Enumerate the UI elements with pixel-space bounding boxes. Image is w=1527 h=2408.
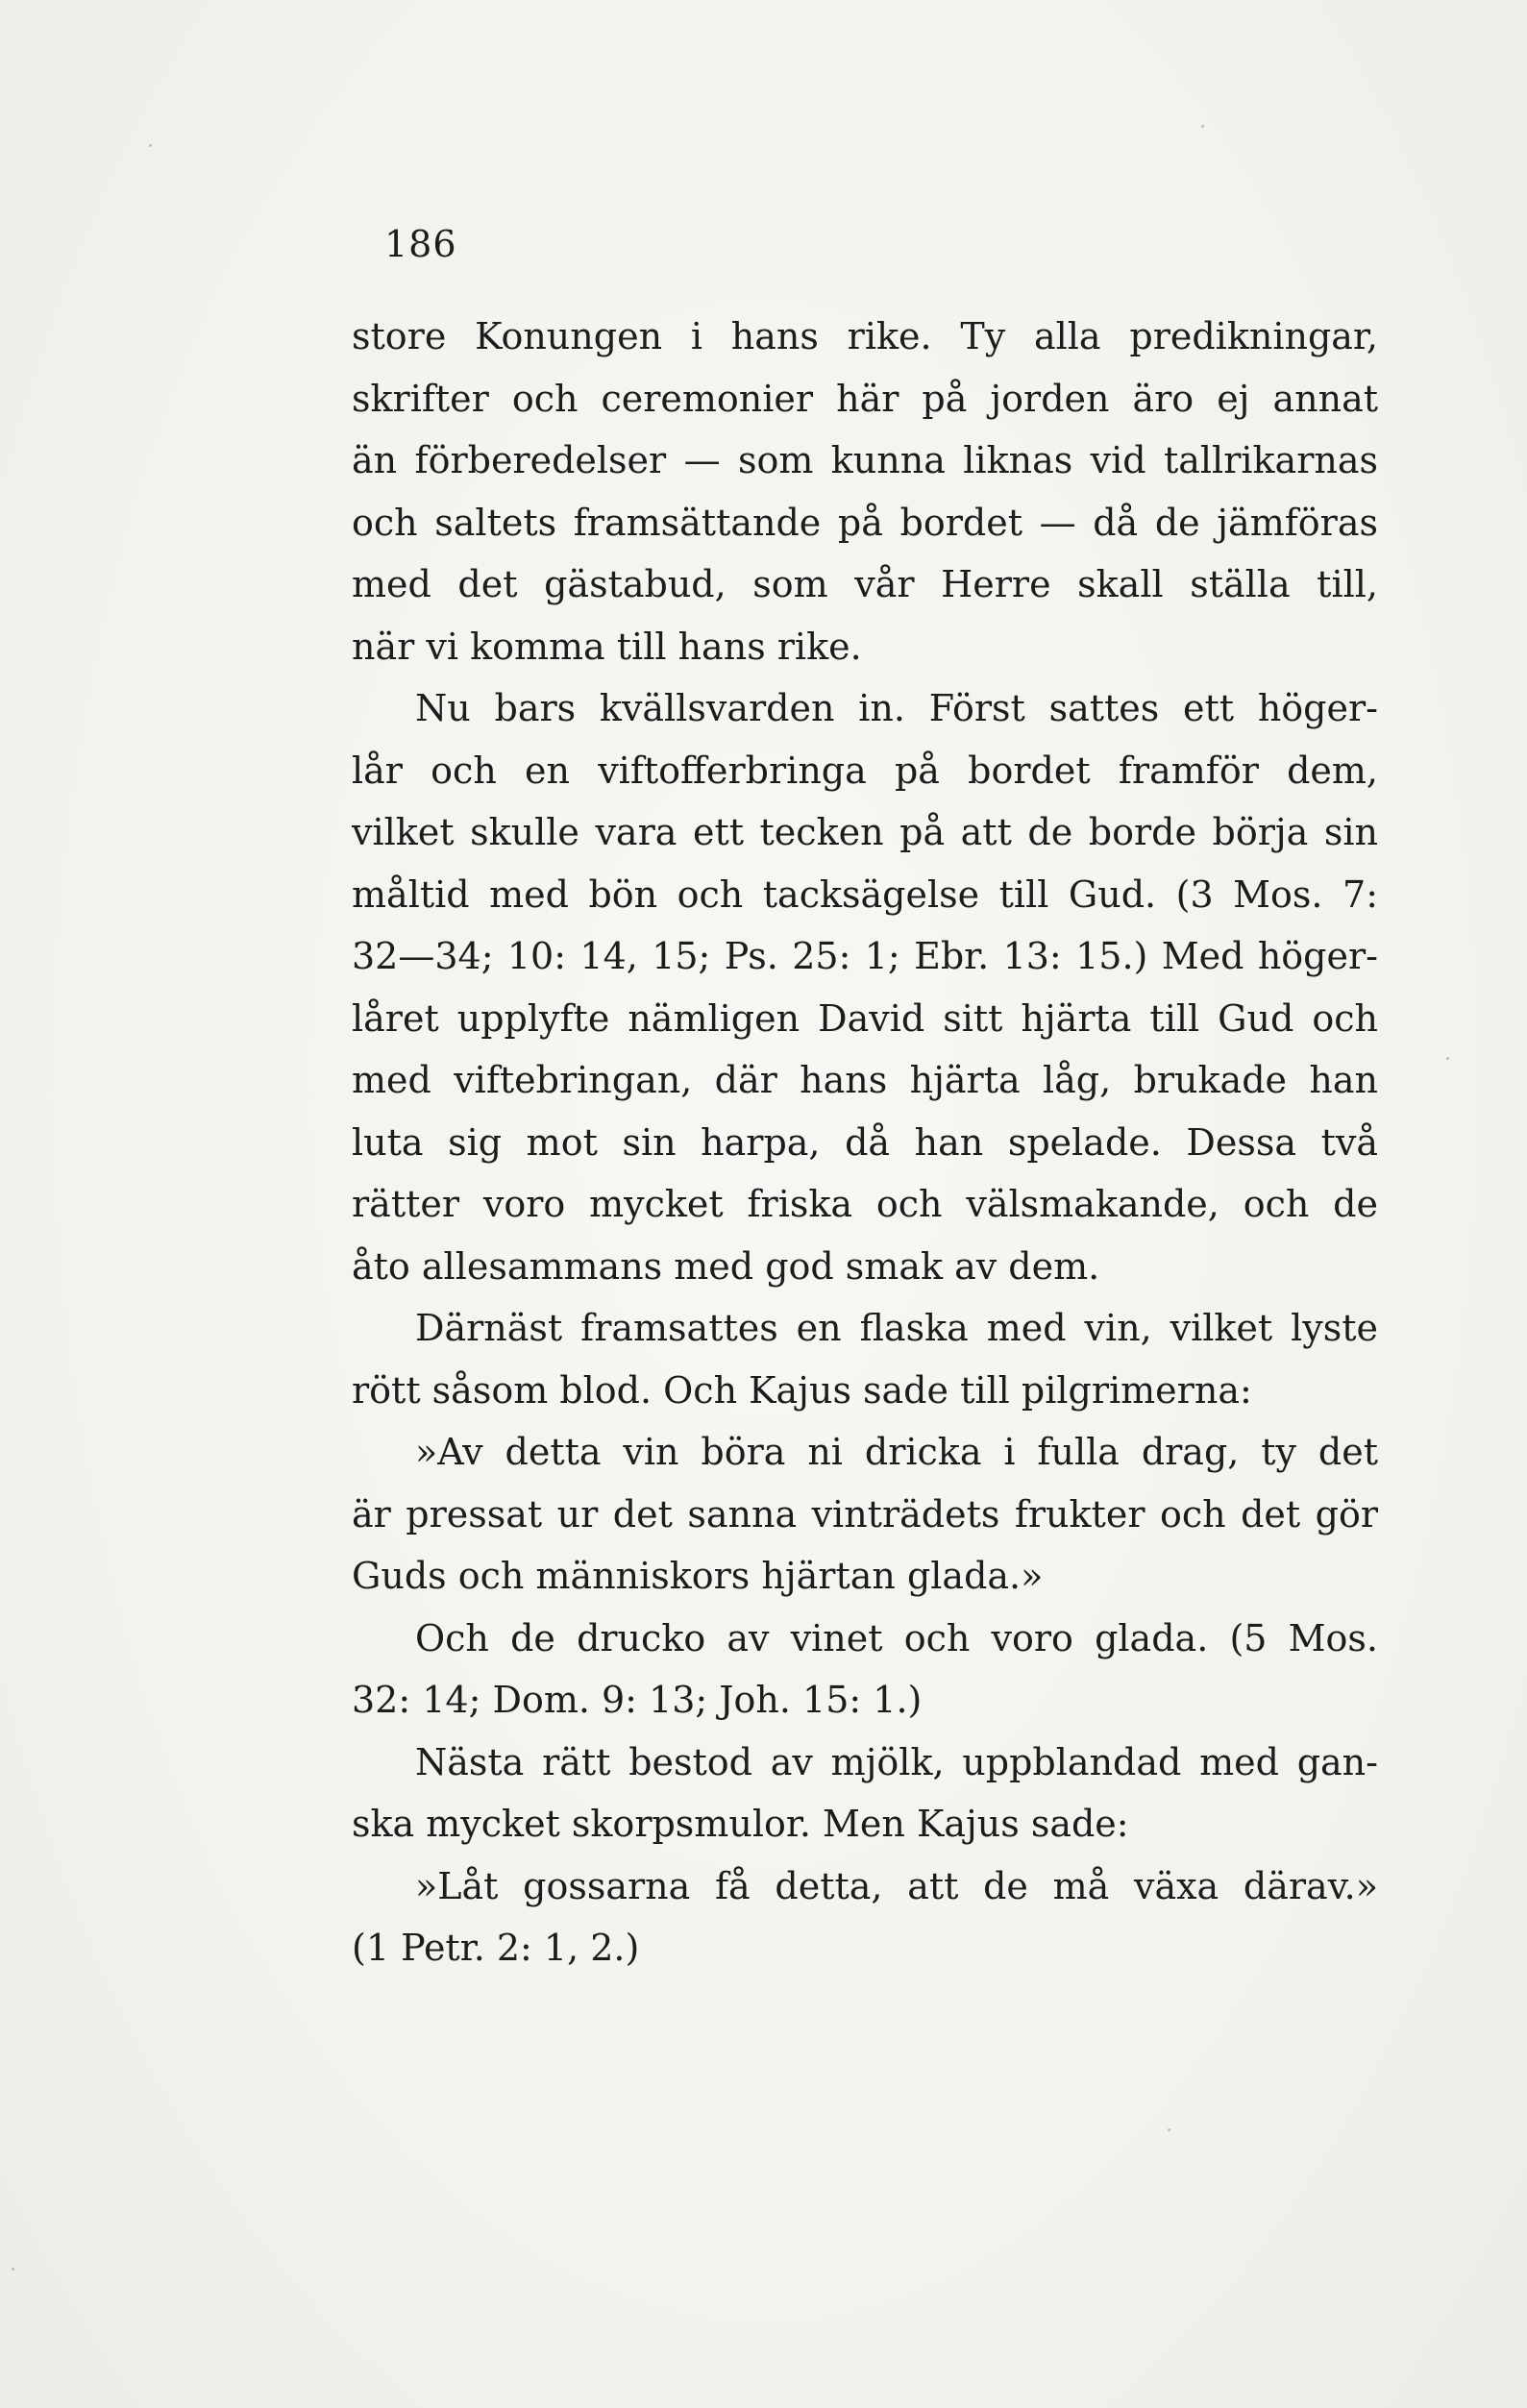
text-line: »Av detta vin böra ni dricka i fulla drag, ty det bbox=[415, 1431, 1378, 1473]
text-line: skrifter och ceremonier här på jorden äro ej annat bbox=[352, 377, 1378, 420]
text-line: måltid med bön och tacksägelse till Gud. (3 Mos. 7: bbox=[352, 872, 1378, 916]
text-line: store Konungen i hans rike. Ty alla predikningar, bbox=[352, 315, 1378, 357]
text-line: vilket skulle vara ett tecken på att de borde börja sin bbox=[352, 811, 1378, 853]
text-line: rätter voro mycket friska och välsmakande, och de bbox=[352, 1183, 1378, 1225]
text-line: 32—34; 10: 14, 15; Ps. 25: 1; Ebr. 13: 15.) Med höger- bbox=[352, 935, 1378, 977]
text-line: ska mycket skorpsmulor. Men Kajus sade: bbox=[352, 1803, 1129, 1845]
text-line: med det gästabud, som vår Herre skall ställa till, bbox=[352, 563, 1378, 605]
text-line: 32: 14; Dom. 9: 13; Joh. 15: 1.) bbox=[352, 1679, 923, 1721]
text-line: låret upplyfte nämligen David sitt hjärta till Gud och bbox=[352, 996, 1378, 1040]
page-number: 186 bbox=[384, 223, 457, 265]
text-line: när vi komma till hans rike. bbox=[352, 625, 862, 668]
text-line: Därnäst framsattes en flaska med vin, vilket lyste bbox=[415, 1307, 1378, 1349]
text-line: med viftebringan, där hans hjärta låg, brukade han bbox=[352, 1059, 1378, 1101]
text-line: luta sig mot sin harpa, då han spelade. Dessa två bbox=[352, 1120, 1378, 1164]
paper-speck bbox=[1446, 1057, 1449, 1060]
text-line: »Låt gossarna få detta, att de må växa därav.» bbox=[415, 1864, 1378, 1907]
text-line: Guds och människors hjärtan glada.» bbox=[352, 1555, 1044, 1597]
text-line: Och de drucko av vinet och voro glada. (5 Mos. bbox=[415, 1616, 1378, 1659]
text-line: rött såsom blod. Och Kajus sade till pilgrimerna: bbox=[352, 1368, 1252, 1412]
body-text bbox=[352, 306, 1378, 1979]
text-line: Nu bars kvällsvarden in. Först sattes ett höger- bbox=[415, 687, 1378, 729]
text-line: (1 Petr. 2: 1, 2.) bbox=[352, 1927, 640, 1969]
paper-speck bbox=[1201, 125, 1204, 128]
text-line: och saltets framsättande på bordet — då de jämföras bbox=[352, 501, 1378, 544]
paper-speck bbox=[1168, 2128, 1170, 2131]
text-line: Nästa rätt bestod av mjölk, uppblandad med gan- bbox=[415, 1740, 1378, 1783]
paper-speck bbox=[12, 2268, 14, 2271]
text-line: är pressat ur det sanna vinträdets frukter och det gör bbox=[352, 1492, 1378, 1536]
text-line: åto allesammans med god smak av dem. bbox=[352, 1244, 1100, 1288]
text-line: än förberedelser — som kunna liknas vid tallrikarnas bbox=[352, 439, 1378, 481]
text-line: lår och en viftofferbringa på bordet framför dem, bbox=[352, 749, 1378, 792]
paper-speck bbox=[149, 144, 152, 147]
